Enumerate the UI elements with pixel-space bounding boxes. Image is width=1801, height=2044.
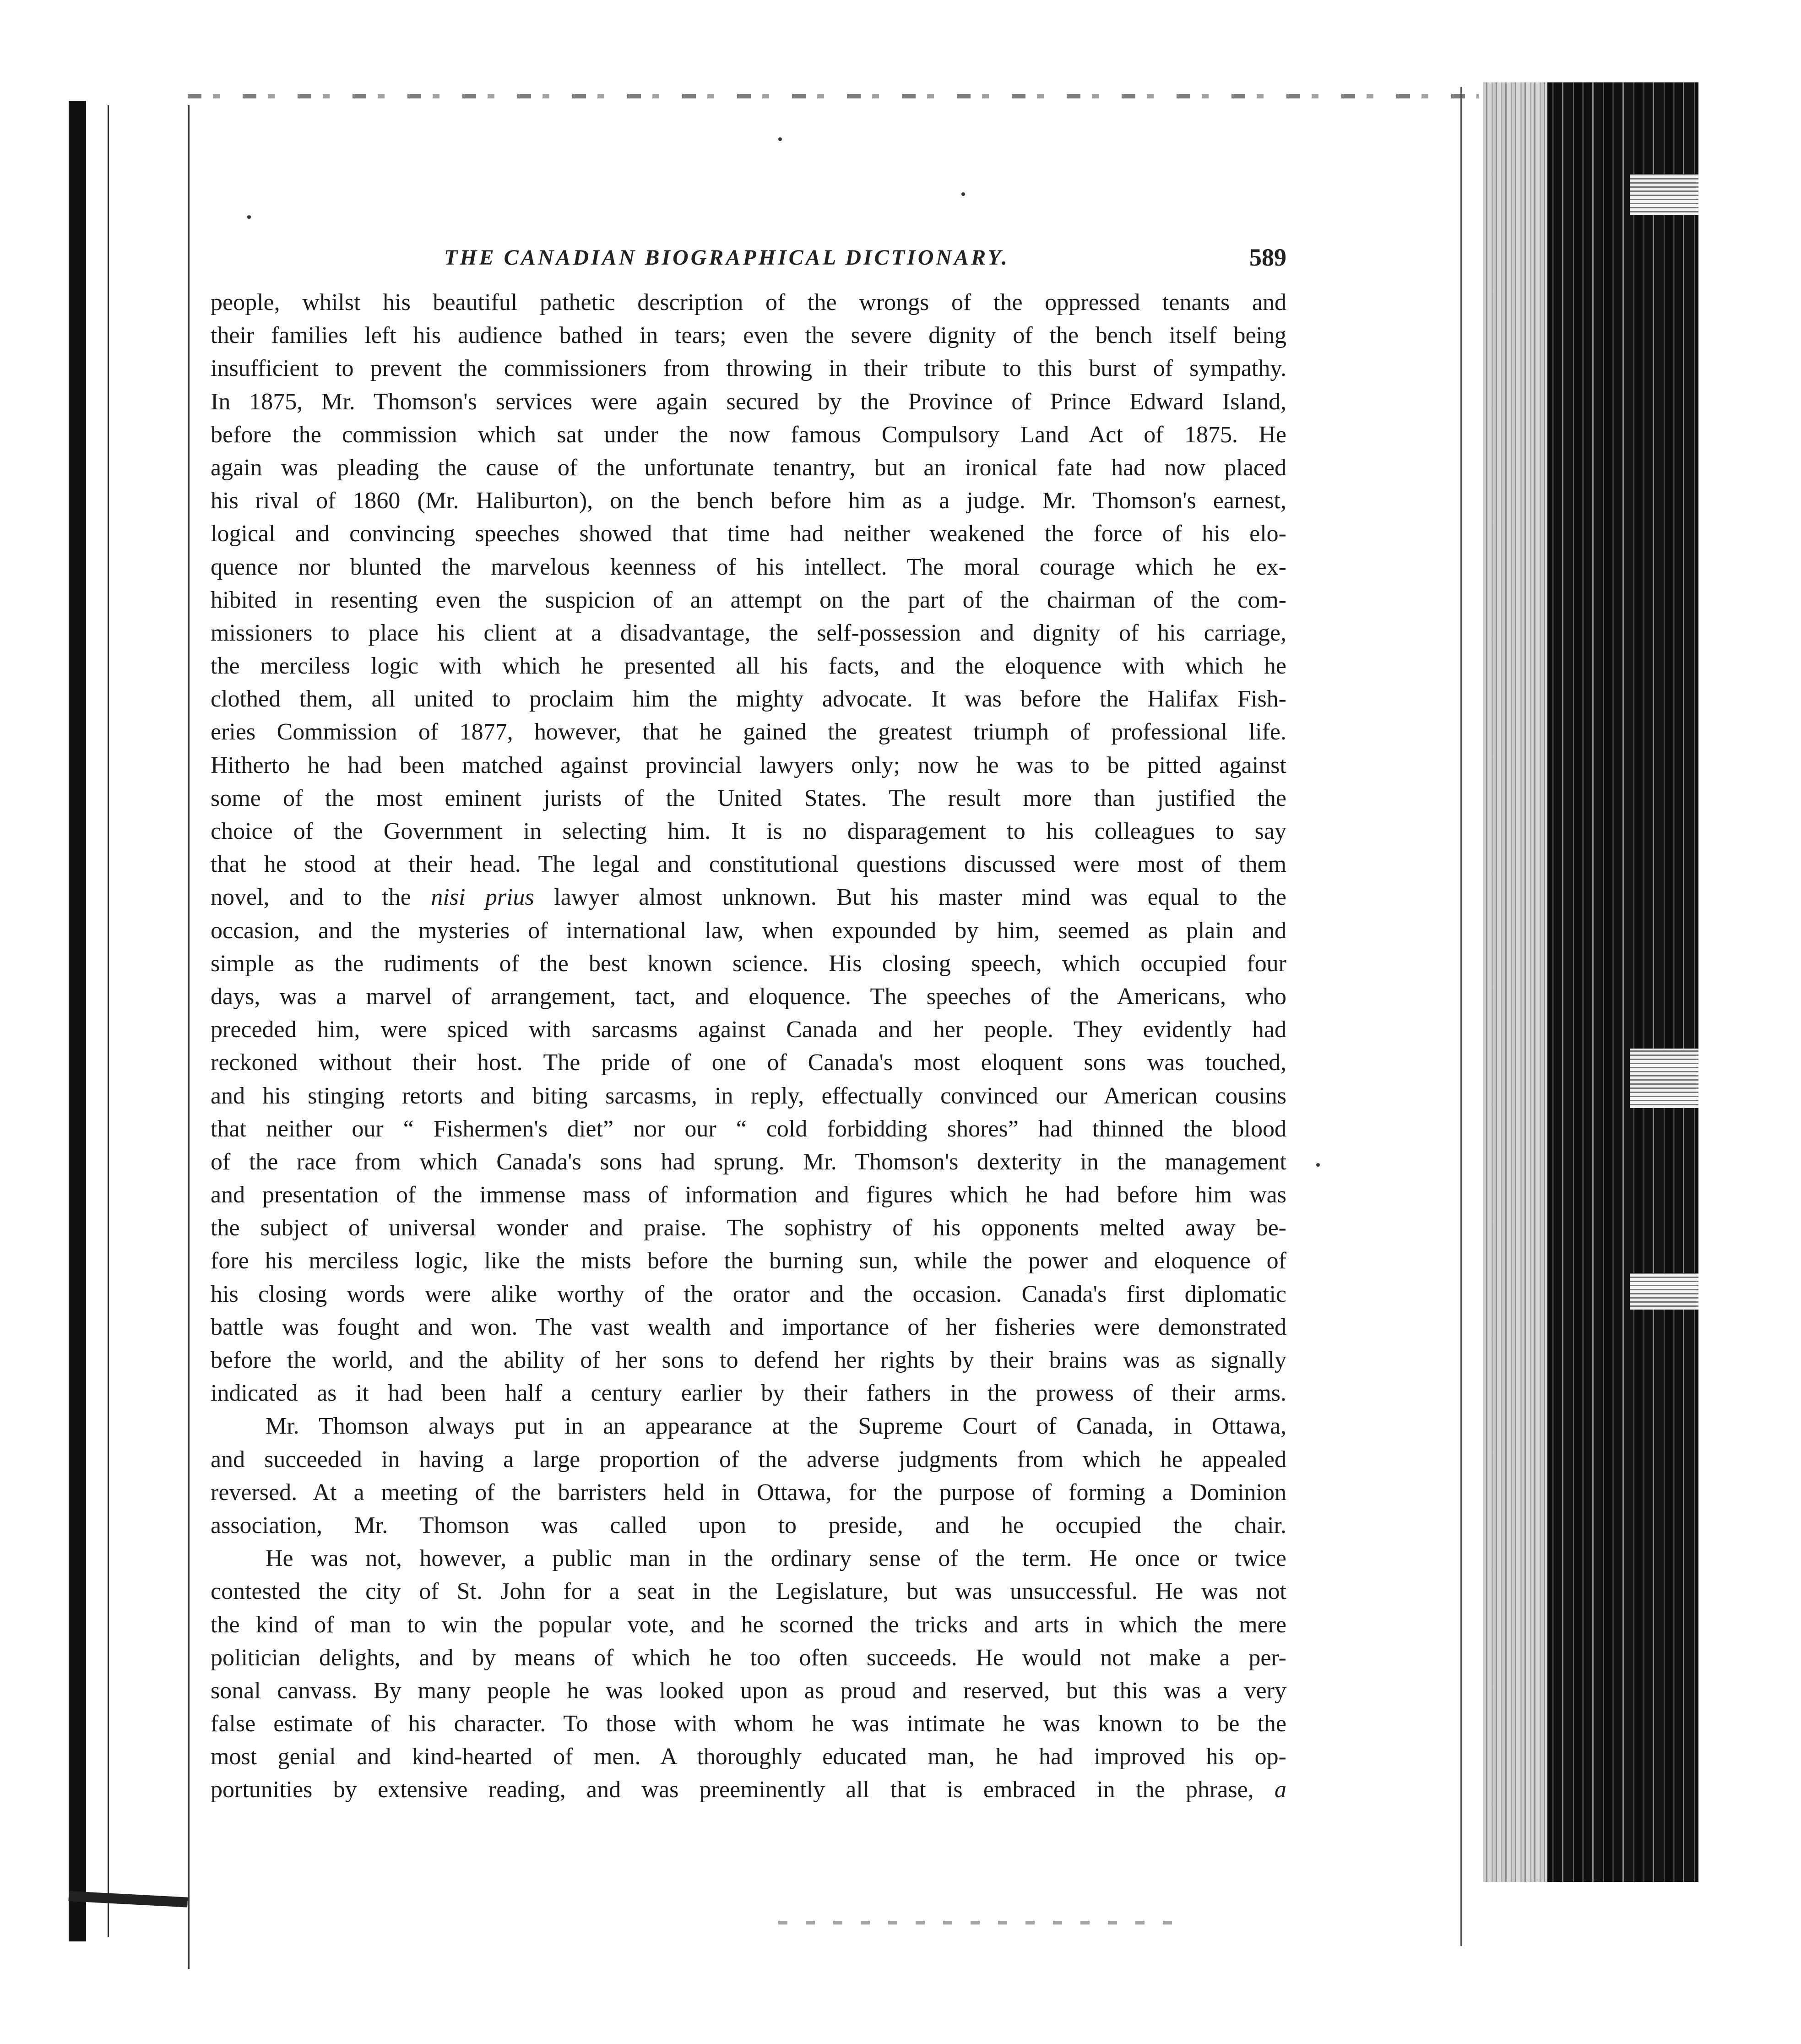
text-line: reversed. At a meeting of the barristers held in Ottawa, for the purpose of forming a Dominion <box>211 1479 1286 1506</box>
text-line: eries Commission of 1877, however, that he gained the greatest triumph of professional life. <box>211 719 1286 745</box>
text-line: most genial and kind-hearted of men. A thoroughly educated man, he had improved his op- <box>211 1744 1286 1770</box>
text-line: that he stood at their head. The legal and constitutional questions discussed were most of them <box>211 851 1286 878</box>
text-line: Mr. Thomson always put in an appearance at the Supreme Court of Canada, in Ottawa, <box>266 1413 1286 1440</box>
text-line: his closing words were alike worthy of the orator and the occasion. Canada's first diplomatic <box>211 1281 1286 1307</box>
text-line: and succeeded in having a large proportion of the adverse judgments from which he appealed <box>211 1446 1286 1473</box>
page-margin-line <box>188 105 190 1969</box>
text-line: contested the city of St. John for a seat in the Legislature, but was unsuccessful. He was not <box>211 1578 1286 1605</box>
text-line: and presentation of the immense mass of information and figures which he had before him was <box>211 1182 1286 1208</box>
running-head-title: THE CANADIAN BIOGRAPHICAL DICTIONARY. <box>444 245 1009 270</box>
text-line: before the commission which sat under the now famous Compulsory Land Act of 1875. He <box>211 421 1286 448</box>
speck <box>778 137 782 141</box>
text-line: sonal canvass. By many people he was looked upon as proud and reserved, but this was a very <box>211 1677 1286 1704</box>
text-line: insufficient to prevent the commissioners from throwing in their tribute to this burst of sympathy. <box>211 355 1286 382</box>
text-line: again was pleading the cause of the unfortunate tenantry, but an ironical fate had now placed <box>211 454 1286 481</box>
text-line: the merciless logic with which he presented all his facts, and the eloquence with which he <box>211 653 1286 680</box>
scan-artifact-band <box>1630 1049 1698 1108</box>
text-line: Hitherto he had been matched against provincial lawyers only; now he was to be pitted against <box>211 752 1286 778</box>
text-line: that neither our “ Fishermen's diet” nor our “ cold forbidding shores” had thinned the blood <box>211 1115 1286 1142</box>
text-line: preceded him, were spiced with sarcasms against Canada and her people. They evidently had <box>211 1017 1286 1043</box>
text-line: and his stinging retorts and biting sarcasms, in reply, effectually convinced our American cousins <box>211 1082 1286 1109</box>
running-header <box>215 245 1286 282</box>
text-line: hibited in resenting even the suspicion of an attempt on the part of the chairman of the com- <box>211 587 1286 613</box>
text-line: politician delights, and by means of which he too often succeeds. He would not make a per- <box>211 1644 1286 1671</box>
body-text <box>211 286 1286 1807</box>
text-line: battle was fought and won. The vast wealth and importance of her fisheries were demonstrated <box>211 1314 1286 1340</box>
italic-phrase: a <box>1275 1777 1286 1803</box>
scan-artifact-band <box>1630 174 1698 215</box>
text-line: people, whilst his beautiful pathetic description of the wrongs of the oppressed tenants and <box>211 289 1286 315</box>
paragraph <box>211 1410 1286 1542</box>
text-line: He was not, however, a public man in the ordinary sense of the term. He once or twice <box>266 1545 1286 1572</box>
italic-phrase: nisi prius <box>431 884 534 911</box>
text-line: novel, and to the nisi prius lawyer almost unknown. But his master mind was equal to the <box>211 884 1286 911</box>
facing-page-edge <box>1483 82 1547 1882</box>
text-line: simple as the rudiments of the best known science. His closing speech, which occupied four <box>211 950 1286 977</box>
text-line: days, was a marvel of arrangement, tact, and eloquence. The speeches of the Americans, who <box>211 983 1286 1010</box>
text-line: association, Mr. Thomson was called upon to preside, and he occupied the chair. <box>211 1512 1286 1538</box>
text-line: fore his merciless logic, like the mists before the burning sun, while the power and eloquence of <box>211 1248 1286 1274</box>
text-line: occasion, and the mysteries of international law, when expounded by him, seemed as plain and <box>211 917 1286 944</box>
text-line: some of the most eminent jurists of the United States. The result more than justified the <box>211 785 1286 811</box>
binding-foot <box>68 1891 188 1908</box>
text-line: their families left his audience bathed in tears; even the severe dignity of the bench itself being <box>211 322 1286 349</box>
text-line: of the race from which Canada's sons had sprung. Mr. Thomson's dexterity in the management <box>211 1148 1286 1175</box>
text-line: clothed them, all united to proclaim him the mighty advocate. It was before the Halifax Fish- <box>211 686 1286 712</box>
text-line: portunities by extensive reading, and was preeminently all that is embraced in the phrase, a <box>211 1777 1286 1803</box>
text-line: before the world, and the ability of her sons to defend her rights by their brains was as signally <box>211 1347 1286 1373</box>
speck <box>961 192 965 196</box>
text-line: the subject of universal wonder and praise. The sophistry of his opponents melted away be- <box>211 1215 1286 1241</box>
page-number: 589 <box>1249 244 1286 271</box>
text-line: missioners to place his client at a disadvantage, the self-possession and dignity of his carriage, <box>211 620 1286 646</box>
text-line: quence nor blunted the marvelous keenness of his intellect. The moral courage which he ex- <box>211 554 1286 580</box>
paragraph <box>211 1542 1286 1807</box>
text-line: his rival of 1860 (Mr. Haliburton), on the bench before him as a judge. Mr. Thomson's earnest, <box>211 488 1286 514</box>
top-edge-noise <box>188 94 1479 98</box>
text-line: the kind of man to win the popular vote, and he scorned the tricks and arts in which the mere <box>211 1611 1286 1638</box>
text-line: indicated as it had been half a century earlier by their fathers in the prowess of their arms. <box>211 1380 1286 1407</box>
bottom-edge-noise <box>778 1921 1190 1924</box>
paragraph <box>211 286 1286 1410</box>
speck <box>247 215 251 219</box>
scan-artifact-band <box>1630 1273 1698 1310</box>
text-line: reckoned without their host. The pride of one of Canada's most eloquent sons was touched, <box>211 1049 1286 1076</box>
text-line: logical and convincing speeches showed that time had neither weakened the force of his elo- <box>211 521 1286 547</box>
text-line: In 1875, Mr. Thomson's services were again secured by the Province of Prince Edward Island, <box>211 388 1286 415</box>
text-line: false estimate of his character. To those with whom he was intimate he was known to be the <box>211 1711 1286 1737</box>
right-page-edge <box>1460 87 1462 1946</box>
speck <box>1316 1163 1320 1167</box>
binding-shadow <box>69 101 86 1941</box>
page-edge-line <box>108 105 109 1937</box>
text-line: choice of the Government in selecting him. It is no disparagement to his colleagues to say <box>211 818 1286 844</box>
